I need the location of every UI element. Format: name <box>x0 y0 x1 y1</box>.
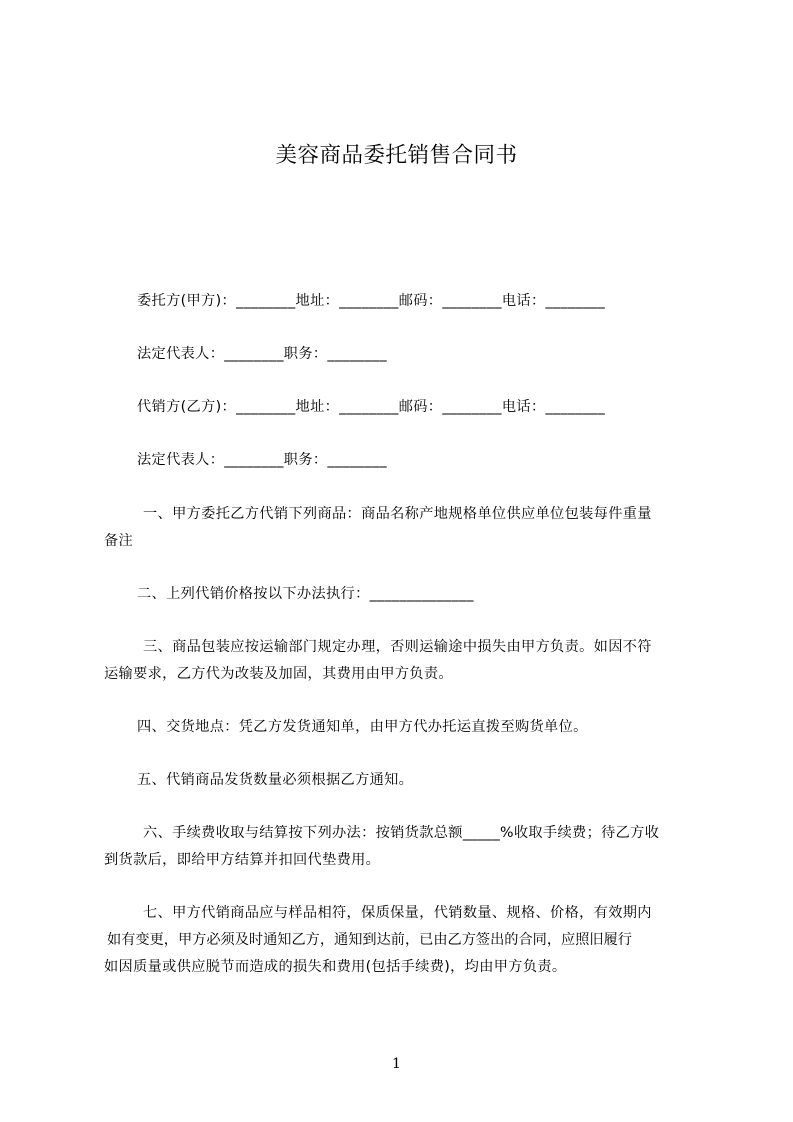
clause-1-line-2: 备注 <box>104 533 134 549</box>
clause-5-line-1: 五、代销商品发货数量必须根据乙方通知。 <box>137 772 414 788</box>
document-title: 美容商品委托销售合同书 <box>275 143 518 168</box>
party-a-line: 委托方(甲方)：________地址：________邮码：________电话：________ <box>137 293 606 309</box>
clause-1-line-1: 一、甲方委托乙方代销下列商品：商品名称产地规格单位供应单位包装每件重量 <box>143 506 652 522</box>
clause-4-line-1: 四、交货地点：凭乙方发货通知单，由甲方代办托运直拨至购货单位。 <box>137 719 588 735</box>
clause-6-line-1: 六、手续费收取与结算按下列办法：按销货款总额_____%收取手续费；待乙方收 <box>143 825 660 841</box>
party-b-line: 代销方(乙方)：________地址：________邮码：________电话：________ <box>137 399 606 415</box>
clause-6-line-2: 到货款后，即给甲方结算并扣回代垫费用。 <box>104 852 381 868</box>
party-a-representative-line: 法定代表人：________职务：________ <box>137 346 387 362</box>
clause-3-line-2: 运输要求，乙方代为改装及加固，其费用由甲方负责。 <box>104 666 453 682</box>
clause-2-line-1: 二、上列代销价格按以下办法执行：______________ <box>137 586 474 602</box>
party-b-representative-line: 法定代表人：________职务：________ <box>137 452 387 468</box>
clause-7-line-3: 如因质量或供应脱节而造成的损失和费用(包括手续费)，均由甲方负责。 <box>104 959 567 975</box>
clause-7-line-2: 如有变更，甲方必须及时通知乙方，通知到达前，已由乙方签出的合同，应照旧履行 <box>107 932 632 948</box>
clause-7-line-1: 七、甲方代销商品应与样品相符，保质保量，代销数量、规格、价格，有效期内 <box>143 905 652 921</box>
page-number: 1 <box>392 1056 401 1072</box>
clause-3-line-1: 三、商品包装应按运输部门规定办理，否则运输途中损失由甲方负责。如因不符 <box>143 639 652 655</box>
